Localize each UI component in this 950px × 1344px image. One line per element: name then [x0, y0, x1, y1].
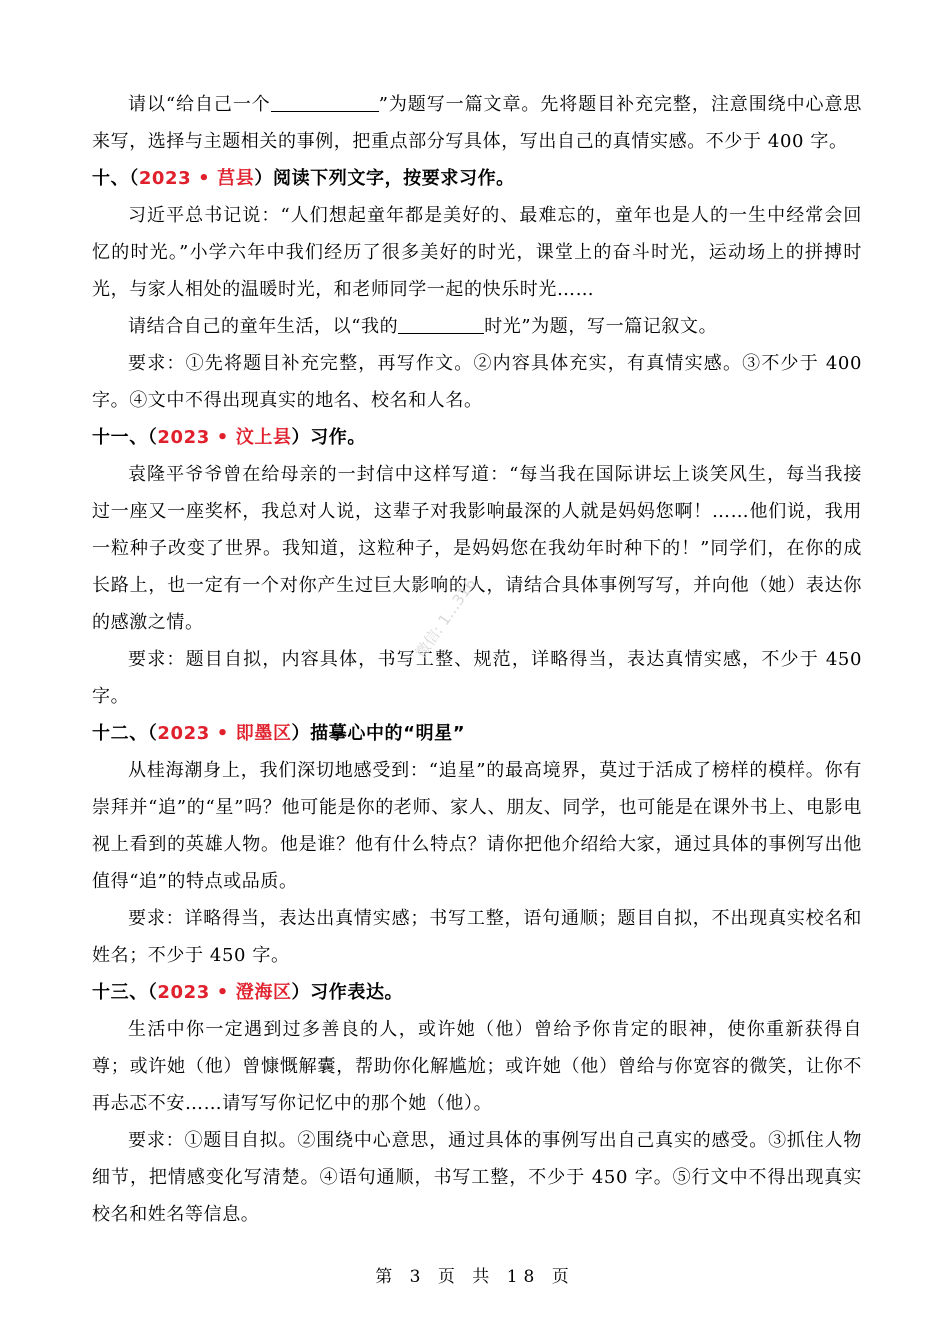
intro-text-before-blank: 请以“给自己一个 — [128, 94, 271, 115]
question-12-requirements: 要求：详略得当，表达出真情实感；书写工整，语句通顺；题目自拟，不出现真实校名和姓名；不少于 450 字。 — [92, 908, 862, 966]
page-number-footer: 第 3 页 共 18 页 — [375, 1267, 575, 1287]
question-11-paragraph-1: 袁隆平爷爷曾在给母亲的一封信中这样写道：“每当我在国际讲坛上谈笑风生，每当我接过一座又一座奖杯，我总对人说，这辈子对我影响最深的人就是妈妈您啊！……他们说，我用一粒种子改变了世界。我知道，这粒种子，是妈妈您在我幼年时种下的！”同学们，在你的成长路上，也一定有一个对你产生过巨大影响的人，请结合具体事例写写，并向他（她）表达你的感激之情。 — [92, 464, 862, 633]
question-10-paragraph-2 — [92, 308, 862, 345]
intro-paragraph — [92, 86, 862, 160]
question-10-paragraph-1: 习近平总书记说：“人们想起童年都是美好的、最难忘的，童年也是人的一生中经常会回忆的时光。”小学六年中我们经历了很多美好的时光，课堂上的奋斗时光，运动场上的拼搏时光，与家人相处的温暖时光，和老师同学一起的快乐时光…… — [92, 205, 862, 300]
question-11-heading — [92, 419, 862, 456]
question-number: 十三、（ — [92, 982, 158, 1003]
question-13-heading — [92, 974, 862, 1011]
intro-text-after-blank: ”为题写一篇文章。先将题目补充完整，注意围绕中心意思来写，选择与主题相关的事例，把重点部分写具体，写出自己的真情实感。不少于 400 字。 — [92, 94, 862, 152]
text-after-blank: 时光”为题，写一篇记叙文。 — [484, 316, 718, 337]
question-13-requirements: 要求：①题目自拟。②围绕中心意思，通过具体的事例写出自己真实的感受。③抓住人物细节，把情感变化写清楚。④语句通顺，书写工整，不少于 450 字。⑤行文中不得出现真实校名和姓名等信息。 — [92, 1130, 862, 1225]
question-source: 2023 • 莒县 — [138, 168, 255, 189]
question-title: 习作表达。 — [310, 982, 404, 1003]
question-10-requirements: 要求：①先将题目补充完整，再写作文。②内容具体充实，有真情实感。③不少于 400 字。④文中不得出现真实的地名、校名和人名。 — [92, 353, 862, 411]
question-source: 2023 • 汶上县 — [157, 427, 292, 448]
title-blank — [271, 93, 379, 112]
watermark: 微信: 1…316 — [411, 574, 480, 662]
question-title: 习作。 — [310, 427, 366, 448]
question-source: 2023 • 即墨区 — [157, 723, 292, 744]
title-blank — [398, 315, 484, 334]
question-13-paragraph-1: 生活中你一定遇到过多善良的人，或许她（他）曾给予你肯定的眼神，使你重新获得自尊；或许她（他）曾慷慨解囊，帮助你化解尴尬；或许她（他）曾给与你宽容的微笑，让你不再忐忑不安……请写写你记忆中的那个她（他）。 — [92, 1019, 862, 1114]
question-source: 2023 • 澄海区 — [157, 982, 292, 1003]
question-title: 描摹心中的“明星” — [310, 723, 466, 744]
question-title: 阅读下列文字，按要求习作。 — [272, 168, 515, 189]
question-number: 十、（ — [92, 168, 139, 189]
question-number: 十二、（ — [92, 723, 158, 744]
text-before-blank: 请结合自己的童年生活，以“我的 — [128, 316, 399, 337]
question-12-heading — [92, 715, 862, 752]
page-content — [92, 86, 862, 1233]
question-number-close: ） — [254, 168, 273, 189]
question-number-close: ） — [291, 982, 311, 1003]
question-number: 十一、（ — [92, 427, 158, 448]
question-number-close: ） — [291, 427, 311, 448]
question-10-heading — [92, 160, 862, 197]
question-12-paragraph-1: 从桂海潮身上，我们深切地感受到：“追星”的最高境界，莫过于活成了榜样的模样。你有崇拜并“追”的“星”吗？他可能是你的老师、家人、朋友、同学，也可能是在课外书上、电影电视上看到的英雄人物。他是谁？他有什么特点？请你把他介绍给大家，通过具体的事例写出他值得“追”的特点或品质。 — [92, 760, 862, 892]
question-11-requirements: 要求：题目自拟，内容具体，书写工整、规范，详略得当，表达真情实感，不少于 450 字。 — [92, 649, 862, 707]
question-number-close: ） — [291, 723, 311, 744]
